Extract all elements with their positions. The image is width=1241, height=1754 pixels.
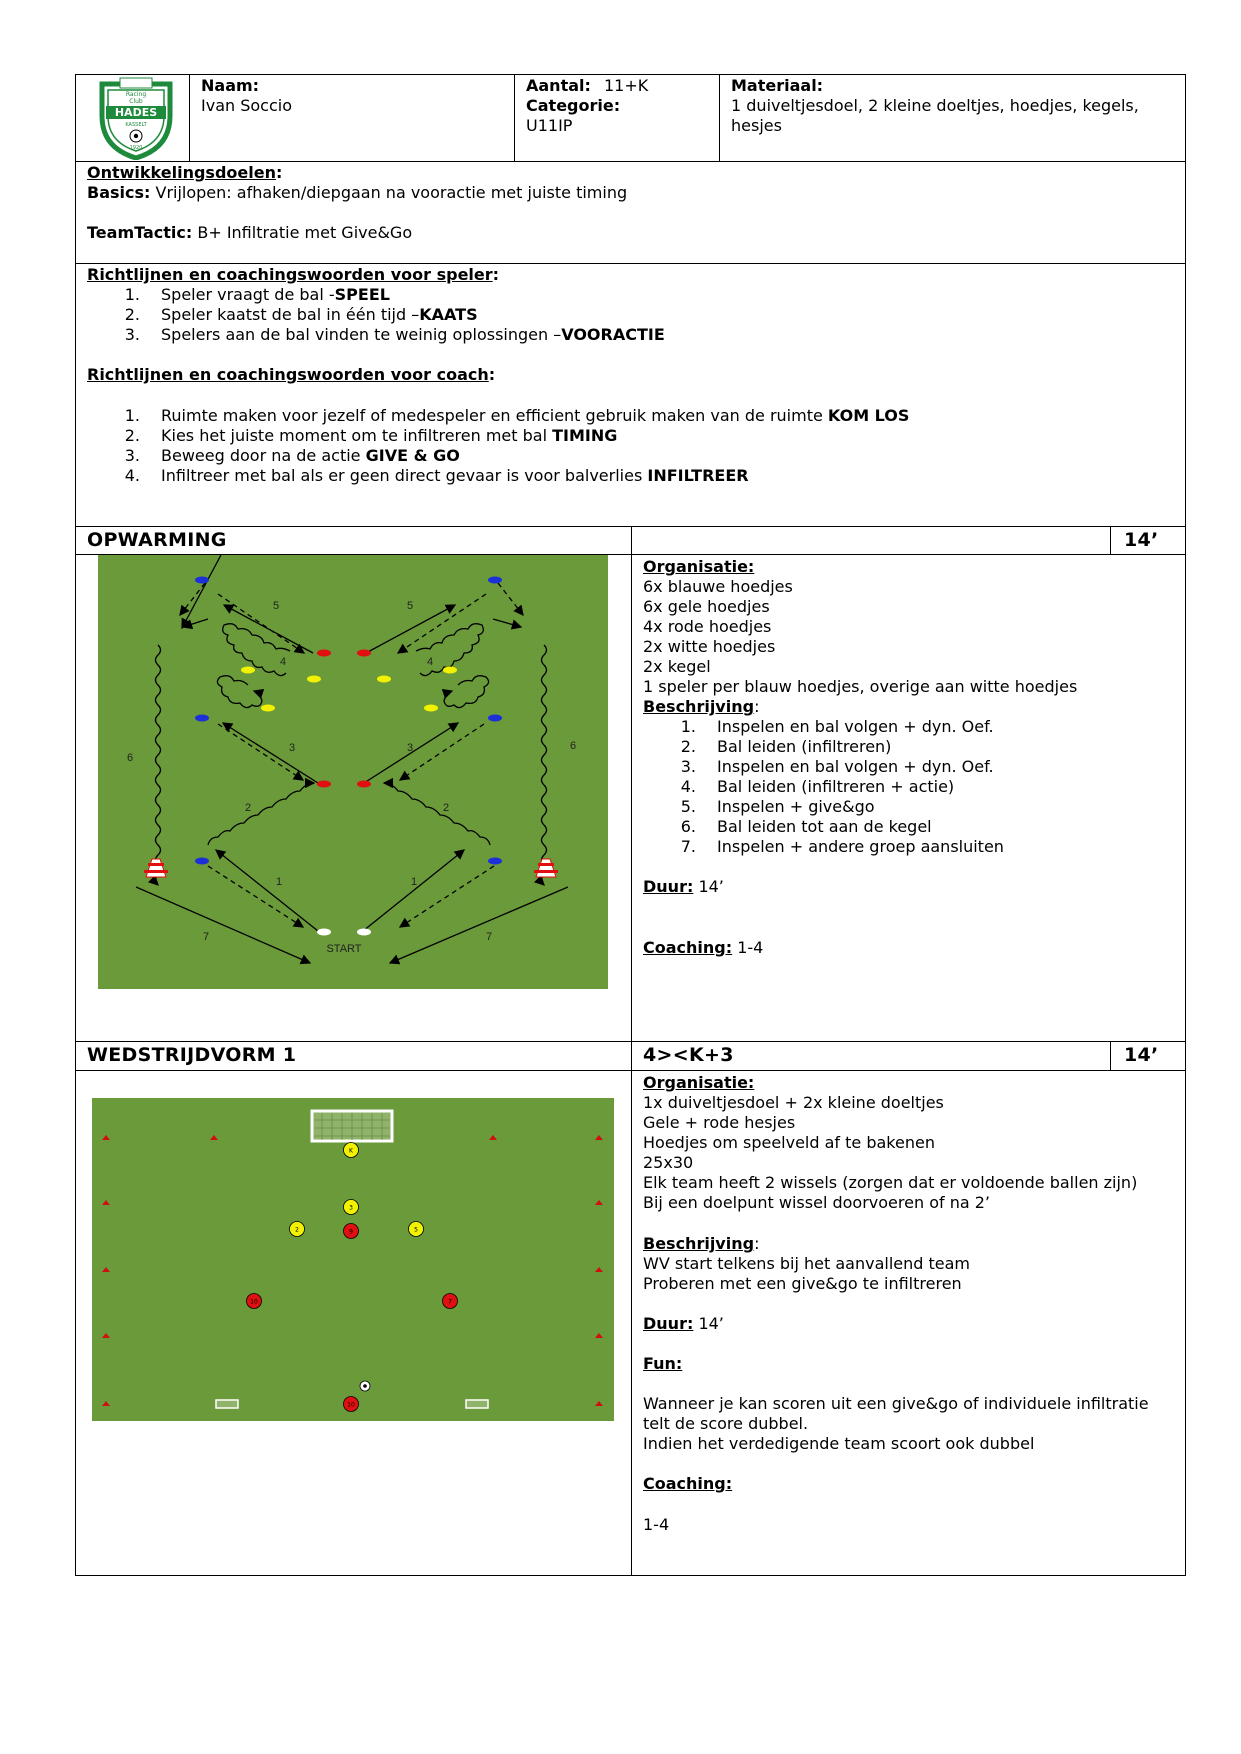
logo-text-hades: HADES	[114, 106, 158, 119]
list-item-keyword: KAATS	[419, 305, 478, 324]
list-item: Bal leiden (infiltreren)	[717, 737, 892, 756]
opwarming-org-line: 6x blauwe hoedjes	[643, 577, 793, 596]
speler-heading	[87, 265, 499, 285]
step-number-label: 2	[442, 802, 450, 814]
step-number-label: 4	[279, 656, 287, 668]
list-number: 4.	[124, 466, 140, 485]
list-item-text: Infiltreer met bal als er geen direct gevaar is voor balverlies	[161, 466, 648, 485]
teamtactic-text: B+ Infiltratie met Give&Go	[192, 223, 413, 242]
list-number: 1.	[124, 285, 140, 304]
list-item-keyword: VOORACTIE	[561, 325, 665, 344]
step-number-label: 4	[426, 656, 434, 668]
time-divider	[1110, 1041, 1111, 1071]
wedstrijd-subtitle: 4><K+3	[643, 1044, 734, 1066]
player-label: K	[349, 1147, 353, 1155]
list-item	[161, 285, 390, 305]
step-number-label: 6	[569, 740, 577, 752]
wedstrijd-org-line: 25x30	[643, 1153, 694, 1172]
duiveltjesdoel	[312, 1111, 392, 1141]
speler-heading-colon: :	[492, 265, 500, 284]
step-number-label: 5	[406, 600, 414, 612]
wedstrijd-beschrijving-line: Proberen met een give&go te infiltreren	[643, 1274, 962, 1293]
step-number-label: 7	[485, 931, 493, 943]
wedstrijd-beschrijving-line: WV start telkens bij het aanvallend team	[643, 1254, 970, 1273]
speler-heading-text: Richtlijnen en coachingswoorden voor speler	[87, 265, 493, 284]
materiaal-line: 1 duiveltjesdoel, 2 kleine doeltjes, hoedjes, kegels,	[731, 96, 1139, 115]
logo-text-racing: Racing	[125, 91, 147, 98]
wedstrijd-fun-line: Wanneer je kan scoren uit een give&go of individuele infiltratie	[643, 1394, 1149, 1413]
wedstrijd-duur	[643, 1314, 724, 1334]
naam-label: Naam:	[201, 76, 260, 95]
opwarming-coaching-value: 1-4	[732, 938, 764, 957]
list-item	[161, 426, 617, 446]
list-number: 7.	[680, 837, 696, 856]
step-number-label: 1	[275, 876, 283, 888]
wedstrijd-duur-label: Duur:	[643, 1314, 694, 1333]
coach-heading-text: Richtlijnen en coachingswoorden voor coach	[87, 365, 489, 384]
opwarming-time: 14’	[1124, 529, 1159, 551]
klein-doeltje	[466, 1400, 488, 1408]
wedstrijd-org-line: Elk team heeft 2 wissels (zorgen dat er voldoende ballen zijn)	[643, 1173, 1138, 1192]
goals-heading	[87, 163, 282, 183]
wedstrijd-coaching-value: 1-4	[643, 1515, 670, 1534]
opwarming-org-line: 2x witte hoedjes	[643, 637, 776, 656]
list-item-keyword: GIVE & GO	[365, 446, 460, 465]
opwarming-org-line: 2x kegel	[643, 657, 711, 676]
opwarming-coaching-label: Coaching:	[643, 938, 733, 957]
list-item-text: Speler kaatst de bal in één tijd –	[161, 305, 420, 324]
opwarming-org-line: 1 speler per blauw hoedjes, overige aan witte hoedjes	[643, 677, 1078, 696]
list-number: 2.	[680, 737, 696, 756]
list-number: 1.	[680, 717, 696, 736]
wedstrijd-diagram	[92, 1098, 614, 1421]
player-label: 10	[347, 1401, 355, 1409]
list-item-text: Ruimte maken voor jezelf of medespeler en efficient gebruik maken van de ruimte	[161, 406, 828, 425]
player-label: 7	[448, 1298, 452, 1306]
list-item-keyword: INFILTREER	[647, 466, 749, 485]
start-label: START	[326, 943, 362, 955]
categorie-label: Categorie:	[526, 96, 621, 115]
list-item-keyword: TIMING	[552, 426, 618, 445]
wedstrijd-fun-line: Indien het verdedigende team scoort ook dubbel	[643, 1434, 1035, 1453]
wedstrijd-org-line: Bij een doelpunt wissel doorvoeren of na 2’	[643, 1193, 990, 1212]
list-number: 2.	[124, 305, 140, 324]
opwarming-diagram	[98, 555, 608, 989]
materiaal-label: Materiaal:	[731, 76, 824, 95]
list-item: Bal leiden tot aan de kegel	[717, 817, 932, 836]
table-border-right	[1185, 74, 1186, 1576]
basics-text: Vrijlopen: afhaken/diepgaan na vooractie met juiste timing	[150, 183, 628, 202]
step-number-label: 6	[126, 752, 134, 764]
opwarming-beschrijving	[643, 697, 759, 717]
list-item	[161, 406, 909, 426]
table-border-top	[75, 74, 1186, 75]
header-divider	[189, 74, 190, 162]
basics-label: Basics:	[87, 183, 151, 202]
wedstrijd-duur-value: 14’	[693, 1314, 724, 1333]
row-divider	[75, 263, 1186, 264]
list-number: 5.	[680, 797, 696, 816]
list-number: 3.	[124, 446, 140, 465]
list-item-text: Spelers aan de bal vinden te weinig oplossingen –	[161, 325, 562, 344]
list-number: 1.	[124, 406, 140, 425]
opwarming-duur-label: Duur:	[643, 877, 694, 896]
opwarming-beschrijving-label: Beschrijving	[643, 697, 755, 716]
materiaal-line: hesjes	[731, 116, 782, 135]
time-divider	[1110, 526, 1111, 555]
categorie-value: U11IP	[526, 116, 573, 135]
wedstrijd-fun-line: telt de score dubbel.	[643, 1414, 809, 1433]
wedstrijd-org-label: Organisatie:	[643, 1073, 755, 1092]
klein-doeltje	[216, 1400, 238, 1408]
list-item-text: Beweeg door na de actie	[161, 446, 366, 465]
list-item	[161, 466, 749, 486]
wedstrijd-org-line: 1x duiveltjesdoel + 2x kleine doeltjes	[643, 1093, 944, 1112]
opwarming-org-label: Organisatie:	[643, 557, 755, 576]
wedstrijd-beschrijving-label: Beschrijving	[643, 1234, 755, 1253]
coach-heading-colon: :	[488, 365, 496, 384]
football-icon	[360, 1381, 370, 1391]
list-item: Bal leiden (infiltreren + actie)	[717, 777, 955, 796]
aantal-value: 11+K	[604, 76, 649, 95]
opwarming-coaching	[643, 938, 763, 958]
wedstrijd-fun-label: Fun:	[643, 1354, 683, 1373]
list-item: Inspelen + give&go	[717, 797, 875, 816]
opwarming-duur	[643, 877, 724, 897]
list-number: 3.	[124, 325, 140, 344]
list-number: 2.	[124, 426, 140, 445]
list-item-keyword: SPEEL	[334, 285, 390, 304]
step-number-label: 7	[202, 931, 210, 943]
player-label: 3	[349, 1204, 353, 1212]
header-divider	[719, 74, 720, 162]
header-divider	[514, 74, 515, 162]
opwarming-title: OPWARMING	[87, 529, 227, 551]
step-number-label: 3	[406, 742, 414, 754]
list-item-keyword: KOM LOS	[827, 406, 910, 425]
row-divider	[75, 161, 1186, 162]
player-label: 2	[295, 1226, 299, 1234]
wedstrijd-beschrijving	[643, 1234, 759, 1254]
logo-text-club: Club	[129, 98, 143, 105]
step-number-label: 5	[272, 600, 280, 612]
wedstrijd-org-line: Gele + rode hesjes	[643, 1113, 796, 1132]
wedstrijd-time: 14’	[1124, 1044, 1159, 1066]
wedstrijd-org-line: Hoedjes om speelveld af te bakenen	[643, 1133, 935, 1152]
naam-value: Ivan Soccio	[201, 96, 292, 115]
opwarming-duur-value: 14’	[693, 877, 724, 896]
step-number-label: 2	[244, 802, 252, 814]
list-item	[161, 305, 478, 325]
pitch	[98, 555, 608, 989]
step-number-label: 1	[410, 876, 418, 888]
opwarming-org-line: 6x gele hoedjes	[643, 597, 770, 616]
goals-heading-colon: :	[275, 163, 283, 182]
wedstrijd-beschrijving-colon: :	[754, 1234, 760, 1253]
table-border-left	[75, 74, 76, 1576]
list-item: Inspelen + andere groep aansluiten	[717, 837, 1004, 856]
logo-text-year: 1920	[129, 145, 143, 151]
wedstrijd-coaching-label: Coaching:	[643, 1474, 733, 1493]
list-item	[161, 325, 665, 345]
player-label: 5	[414, 1226, 418, 1234]
list-number: 6.	[680, 817, 696, 836]
goals-heading-text: Ontwikkelingsdoelen	[87, 163, 276, 182]
step-number-label: 3	[288, 742, 296, 754]
list-item-text: Speler vraagt de bal -	[161, 285, 335, 304]
aantal-label: Aantal:	[526, 76, 591, 95]
list-number: 4.	[680, 777, 696, 796]
list-item: Inspelen en bal volgen + dyn. Oef.	[717, 757, 994, 776]
club-logo	[96, 76, 176, 160]
player-label: 10	[250, 1298, 258, 1306]
list-item	[161, 446, 460, 466]
coach-heading	[87, 365, 495, 385]
list-item: Inspelen en bal volgen + dyn. Oef.	[717, 717, 994, 736]
opwarming-beschrijving-colon: :	[754, 697, 760, 716]
wedstrijd-title: WEDSTRIJDVORM 1	[87, 1044, 297, 1066]
player-label: 9	[349, 1228, 353, 1236]
opwarming-org-line: 4x rode hoedjes	[643, 617, 772, 636]
section-divider	[631, 526, 632, 1576]
list-number: 3.	[680, 757, 696, 776]
list-item-text: Kies het juiste moment om te infiltreren met bal	[161, 426, 553, 445]
logo-text-kasselt: KASSELT	[125, 122, 147, 128]
teamtactic-label: TeamTactic:	[87, 223, 193, 242]
basics-line	[87, 183, 627, 203]
teamtactic-line	[87, 223, 412, 243]
